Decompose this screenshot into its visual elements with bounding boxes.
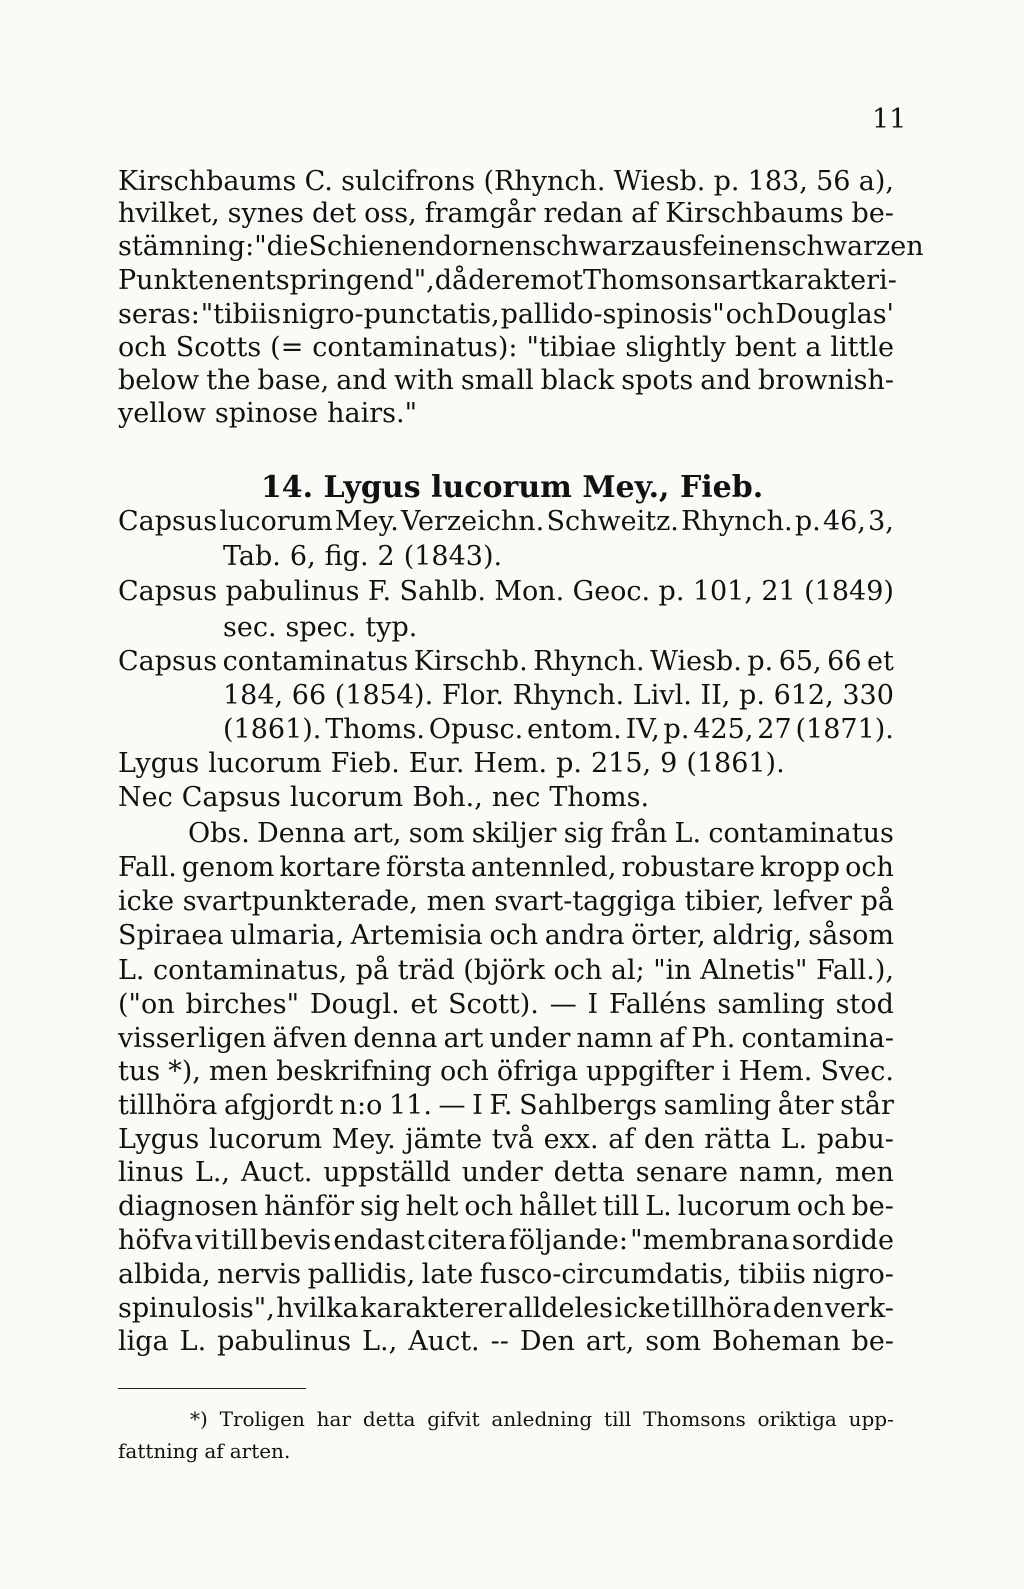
footnote-line: *) Troligen har detta gifvit anledning till Thomsons oriktiga upp- (190, 1407, 894, 1431)
text-line: Tab. 6, fig. 2 (1843). (223, 541, 503, 572)
text-line: Punkten entspringend", då deremot Thomsons art karakteri- (118, 265, 897, 296)
text-line: Obs. Denna art, som skiljer sig från L. contaminatus (188, 818, 894, 849)
text-line: liga L. pabulinus L., Auct. -- Den art, som Boheman be- (118, 1326, 894, 1357)
text-line: höfva vi till bevis endast citera följande: "membrana sordide (118, 1225, 894, 1256)
text-line: Lygus lucorum Mey. jämte två exx. af den rätta L. pabu- (118, 1124, 894, 1155)
text-line: L. contaminatus, på träd (björk och al; "in Alnetis" Fall.), (118, 955, 894, 986)
text-line: Lygus lucorum Fieb. Eur. Hem. p. 215, 9 (1861). (118, 748, 785, 779)
footnote-rule (118, 1388, 306, 1389)
text-line: Capsus contaminatus Kirschb. Rhynch. Wiesb. p. 65, 66 et (118, 646, 894, 677)
text-line: visserligen äfven denna art under namn af Ph. contamina- (118, 1023, 894, 1054)
species-heading: 14. Lygus lucorum Mey., Fieb. (260, 470, 764, 505)
text-line: Spiraea ulmaria, Artemisia och andra örter, aldrig, såsom (118, 920, 894, 951)
text-line: hvilket, synes det oss, framgår redan af Kirschbaums be- (118, 198, 894, 229)
text-line: Kirschbaums C. sulcifrons (Rhynch. Wiesb. p. 183, 56 a), (118, 166, 894, 197)
text-line: sec. spec. typ. (223, 612, 418, 643)
text-line: Nec Capsus lucorum Boh., nec Thoms. (118, 782, 650, 813)
text-line: Capsus pabulinus F. Sahlb. Mon. Geoc. p. 101, 21 (1849) (118, 576, 894, 607)
text-line: seras: "tibiis nigro-punctatis, pallido-spinosis" och Douglas' (118, 299, 894, 330)
text-line: yellow spinose hairs." (118, 398, 418, 429)
text-line: diagnosen hänför sig helt och hållet till L. lucorum och be- (118, 1191, 894, 1222)
text-line: och Scotts (= contaminatus): "tibiae slightly bent a little (118, 332, 894, 363)
page-number: 11 (872, 104, 907, 135)
text-line: ("on birches" Dougl. et Scott). — I Falléns samling stod (118, 989, 894, 1020)
text-line: linus L., Auct. uppställd under detta senare namn, men (118, 1157, 894, 1188)
text-line: albida, nervis pallidis, late fusco-circumdatis, tibiis nigro- (118, 1259, 894, 1290)
text-line: Fall. genom kortare första antennled, robustare kropp och (118, 852, 894, 883)
text-line: 184, 66 (1854). Flor. Rhynch. Livl. II, p. 612, 330 (223, 680, 894, 711)
text-line: tus *), men beskrifning och öfriga uppgifter i Hem. Svec. (118, 1056, 894, 1087)
text-line: Capsus lucorum Mey. Verzeichn. Schweitz. Rhynch. p. 46, 3, (118, 506, 894, 537)
text-line: stämning: "die Schienendornen schwarz aus feinen schwarzen (118, 231, 924, 262)
text-line: tillhöra afgjordt n:o 11. — I F. Sahlbergs samling åter står (118, 1090, 894, 1121)
text-line: spinulosis", hvilka karakterer alldeles icke tillhöra den verk- (118, 1293, 894, 1324)
text-line: icke svartpunkterade, men svart-taggiga tibier, lefver på (118, 886, 894, 917)
text-line: (1861). Thoms. Opusc. entom. IV, p. 425, 27 (1871). (223, 714, 894, 745)
footnote-line: fattning af arten. (118, 1439, 291, 1463)
text-line: below the base, and with small black spots and brownish- (118, 365, 894, 396)
